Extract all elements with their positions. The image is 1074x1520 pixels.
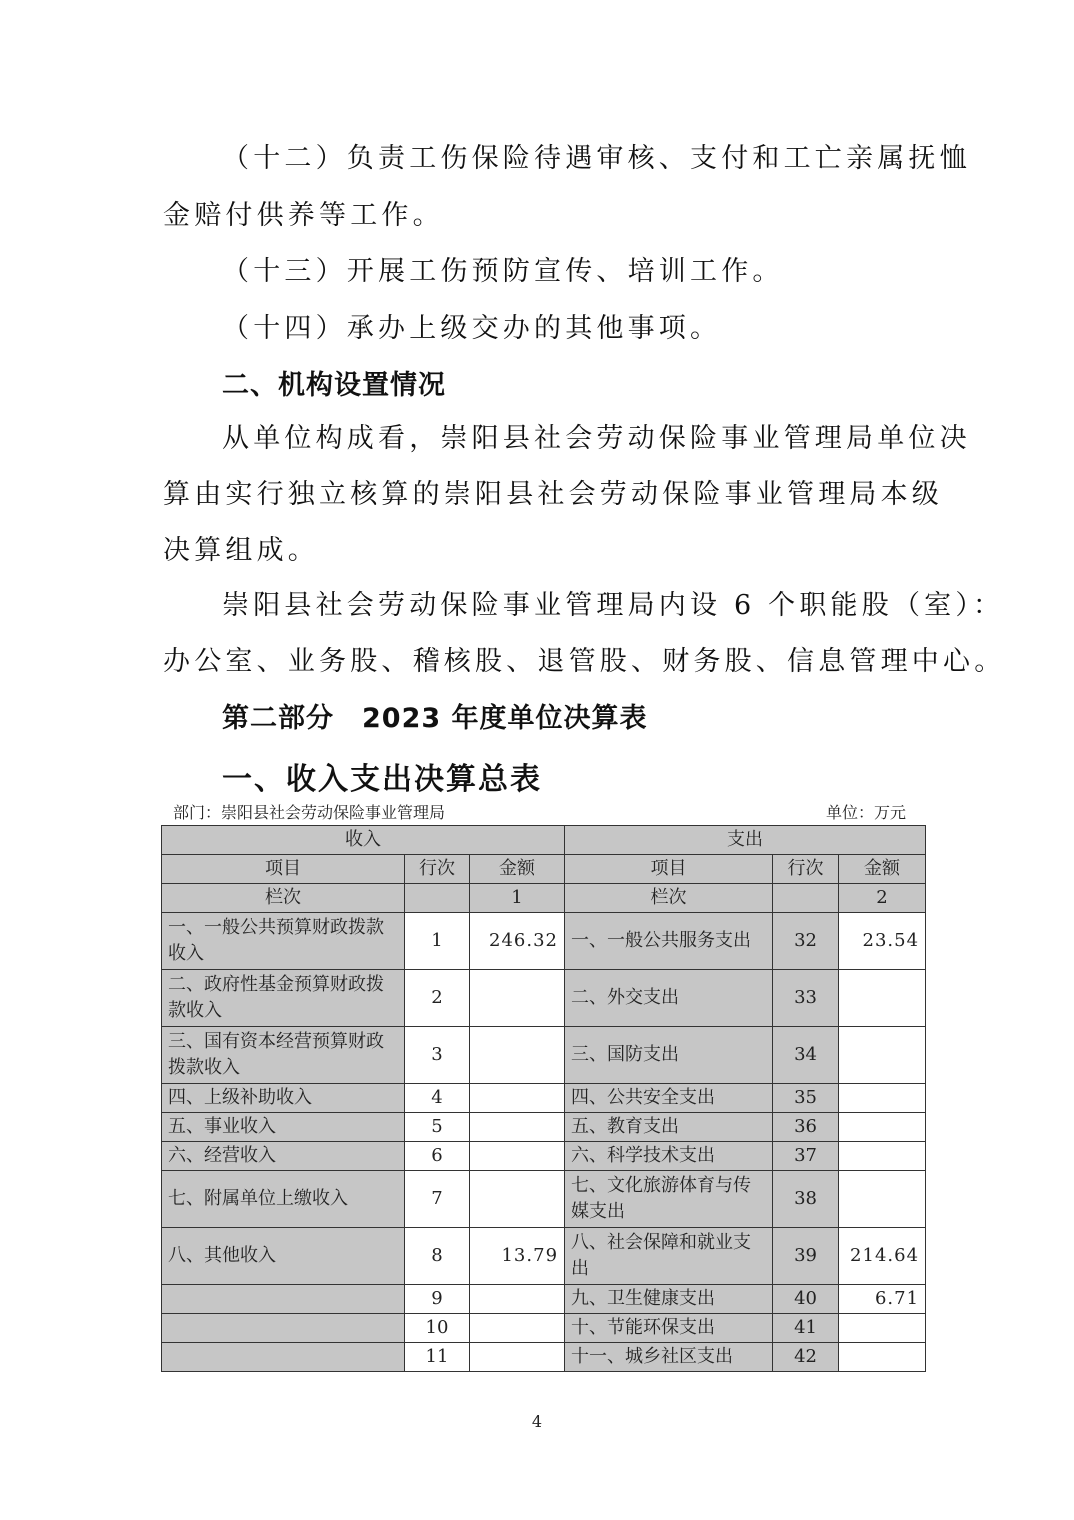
expense-index-value: 2 xyxy=(839,884,926,913)
table-row xyxy=(162,1285,926,1314)
expense-amount: 23.54 xyxy=(839,913,926,970)
income-amount xyxy=(470,1171,565,1228)
table-row xyxy=(162,1314,926,1343)
expense-amount xyxy=(839,1314,926,1343)
income-index-label: 栏次 xyxy=(162,884,405,913)
income-row-no: 4 xyxy=(405,1084,470,1113)
income-item: 二、政府性基金预算财政拨款收入 xyxy=(162,970,405,1027)
income-item xyxy=(162,1314,405,1343)
table-row xyxy=(162,970,926,1027)
income-item: 四、上级补助收入 xyxy=(162,1084,405,1113)
paragraph-item-12-line1: （十二）负责工伤保险待遇审核、支付和工亡亲属抚恤 xyxy=(222,143,971,174)
income-item: 七、附属单位上缴收入 xyxy=(162,1171,405,1228)
income-item xyxy=(162,1285,405,1314)
paragraph-item-13: （十三）开展工伤预防宣传、培训工作。 xyxy=(222,256,784,287)
income-row-no: 3 xyxy=(405,1027,470,1084)
expense-row-no: 33 xyxy=(773,970,839,1027)
income-row-col: 行次 xyxy=(405,855,470,884)
expense-amount xyxy=(839,1171,926,1228)
income-amount xyxy=(470,1314,565,1343)
section-heading-org-setup: 二、机构设置情况 xyxy=(222,370,446,401)
table-department: 部门：崇阳县社会劳动保险事业管理局 xyxy=(173,803,446,822)
income-row-no: 1 xyxy=(405,913,470,970)
expense-amount: 6.71 xyxy=(839,1285,926,1314)
expense-index-label: 栏次 xyxy=(565,884,773,913)
expense-row-no: 35 xyxy=(773,1084,839,1113)
expense-item: 三、国防支出 xyxy=(565,1027,773,1084)
income-item xyxy=(162,1343,405,1372)
paragraph-item-12-line2: 金赔付供养等工作。 xyxy=(163,200,444,231)
income-expense-table xyxy=(161,825,926,1372)
table-title: 一、收入支出决算总表 xyxy=(222,762,542,797)
expense-item: 八、社会保障和就业支出 xyxy=(565,1228,773,1285)
paragraph-org-line3: 决算组成。 xyxy=(163,535,319,566)
income-item: 三、国有资本经营预算财政拨款收入 xyxy=(162,1027,405,1084)
income-amount xyxy=(470,1343,565,1372)
income-row-no: 8 xyxy=(405,1228,470,1285)
expense-index-blank xyxy=(773,884,839,913)
expense-amount xyxy=(839,1113,926,1142)
expense-row-col: 行次 xyxy=(773,855,839,884)
expense-amount xyxy=(839,1027,926,1084)
income-index-blank xyxy=(405,884,470,913)
table-row xyxy=(162,1027,926,1084)
expense-amount xyxy=(839,970,926,1027)
expense-amount xyxy=(839,1142,926,1171)
expense-amount-col: 金额 xyxy=(839,855,926,884)
income-row-no: 10 xyxy=(405,1314,470,1343)
income-amount-col: 金额 xyxy=(470,855,565,884)
expense-row-no: 41 xyxy=(773,1314,839,1343)
table-index-row xyxy=(162,884,926,913)
table-row xyxy=(162,913,926,970)
table-row xyxy=(162,1228,926,1285)
income-item: 一、一般公共预算财政拨款收入 xyxy=(162,913,405,970)
paragraph-item-14: （十四）承办上级交办的其他事项。 xyxy=(222,313,722,344)
table-row xyxy=(162,1142,926,1171)
income-item: 六、经营收入 xyxy=(162,1142,405,1171)
income-row-no: 5 xyxy=(405,1113,470,1142)
paragraph-dept-line2: 办公室、业务股、稽核股、退管股、财务股、信息管理中心。 xyxy=(163,646,1006,677)
expense-amount: 214.64 xyxy=(839,1228,926,1285)
income-item: 五、事业收入 xyxy=(162,1113,405,1142)
table-unit: 单位：万元 xyxy=(826,803,907,822)
table-row xyxy=(162,1343,926,1372)
income-amount: 13.79 xyxy=(470,1228,565,1285)
page-number: 4 xyxy=(531,1412,543,1431)
expense-item: 七、文化旅游体育与传媒支出 xyxy=(565,1171,773,1228)
expense-row-no: 42 xyxy=(773,1343,839,1372)
expense-row-no: 40 xyxy=(773,1285,839,1314)
income-amount xyxy=(470,1084,565,1113)
income-amount xyxy=(470,1285,565,1314)
income-item-col: 项目 xyxy=(162,855,405,884)
table-row xyxy=(162,1113,926,1142)
income-row-no: 9 xyxy=(405,1285,470,1314)
expense-row-no: 39 xyxy=(773,1228,839,1285)
income-row-no: 6 xyxy=(405,1142,470,1171)
income-index-value: 1 xyxy=(470,884,565,913)
expense-amount xyxy=(839,1343,926,1372)
expense-item: 二、外交支出 xyxy=(565,970,773,1027)
expense-row-no: 37 xyxy=(773,1142,839,1171)
expense-item: 五、教育支出 xyxy=(565,1113,773,1142)
expense-amount xyxy=(839,1084,926,1113)
expense-row-no: 32 xyxy=(773,913,839,970)
expense-header: 支出 xyxy=(565,826,926,855)
expense-item: 十一、城乡社区支出 xyxy=(565,1343,773,1372)
income-amount xyxy=(470,1142,565,1171)
expense-item: 十、节能环保支出 xyxy=(565,1314,773,1343)
expense-item-col: 项目 xyxy=(565,855,773,884)
expense-item: 六、科学技术支出 xyxy=(565,1142,773,1171)
table-column-row xyxy=(162,855,926,884)
expense-row-no: 34 xyxy=(773,1027,839,1084)
part-heading: 第二部分 2023 年度单位决算表 xyxy=(222,703,648,734)
expense-item: 四、公共安全支出 xyxy=(565,1084,773,1113)
expense-row-no: 36 xyxy=(773,1113,839,1142)
expense-item: 九、卫生健康支出 xyxy=(565,1285,773,1314)
expense-row-no: 38 xyxy=(773,1171,839,1228)
income-header: 收入 xyxy=(162,826,565,855)
income-row-no: 11 xyxy=(405,1343,470,1372)
expense-item: 一、一般公共服务支出 xyxy=(565,913,773,970)
table-row xyxy=(162,1084,926,1113)
income-amount xyxy=(470,1113,565,1142)
income-amount: 246.32 xyxy=(470,913,565,970)
income-item: 八、其他收入 xyxy=(162,1228,405,1285)
income-amount xyxy=(470,1027,565,1084)
table-row xyxy=(162,1171,926,1228)
paragraph-dept-line1: 崇阳县社会劳动保险事业管理局内设 6 个职能股（室）： xyxy=(222,590,1005,621)
income-row-no: 7 xyxy=(405,1171,470,1228)
paragraph-org-line1: 从单位构成看，崇阳县社会劳动保险事业管理局单位决 xyxy=(222,423,971,454)
income-row-no: 2 xyxy=(405,970,470,1027)
table-header-row xyxy=(162,826,926,855)
income-amount xyxy=(470,970,565,1027)
paragraph-org-line2: 算由实行独立核算的崇阳县社会劳动保险事业管理局本级 xyxy=(163,479,943,510)
